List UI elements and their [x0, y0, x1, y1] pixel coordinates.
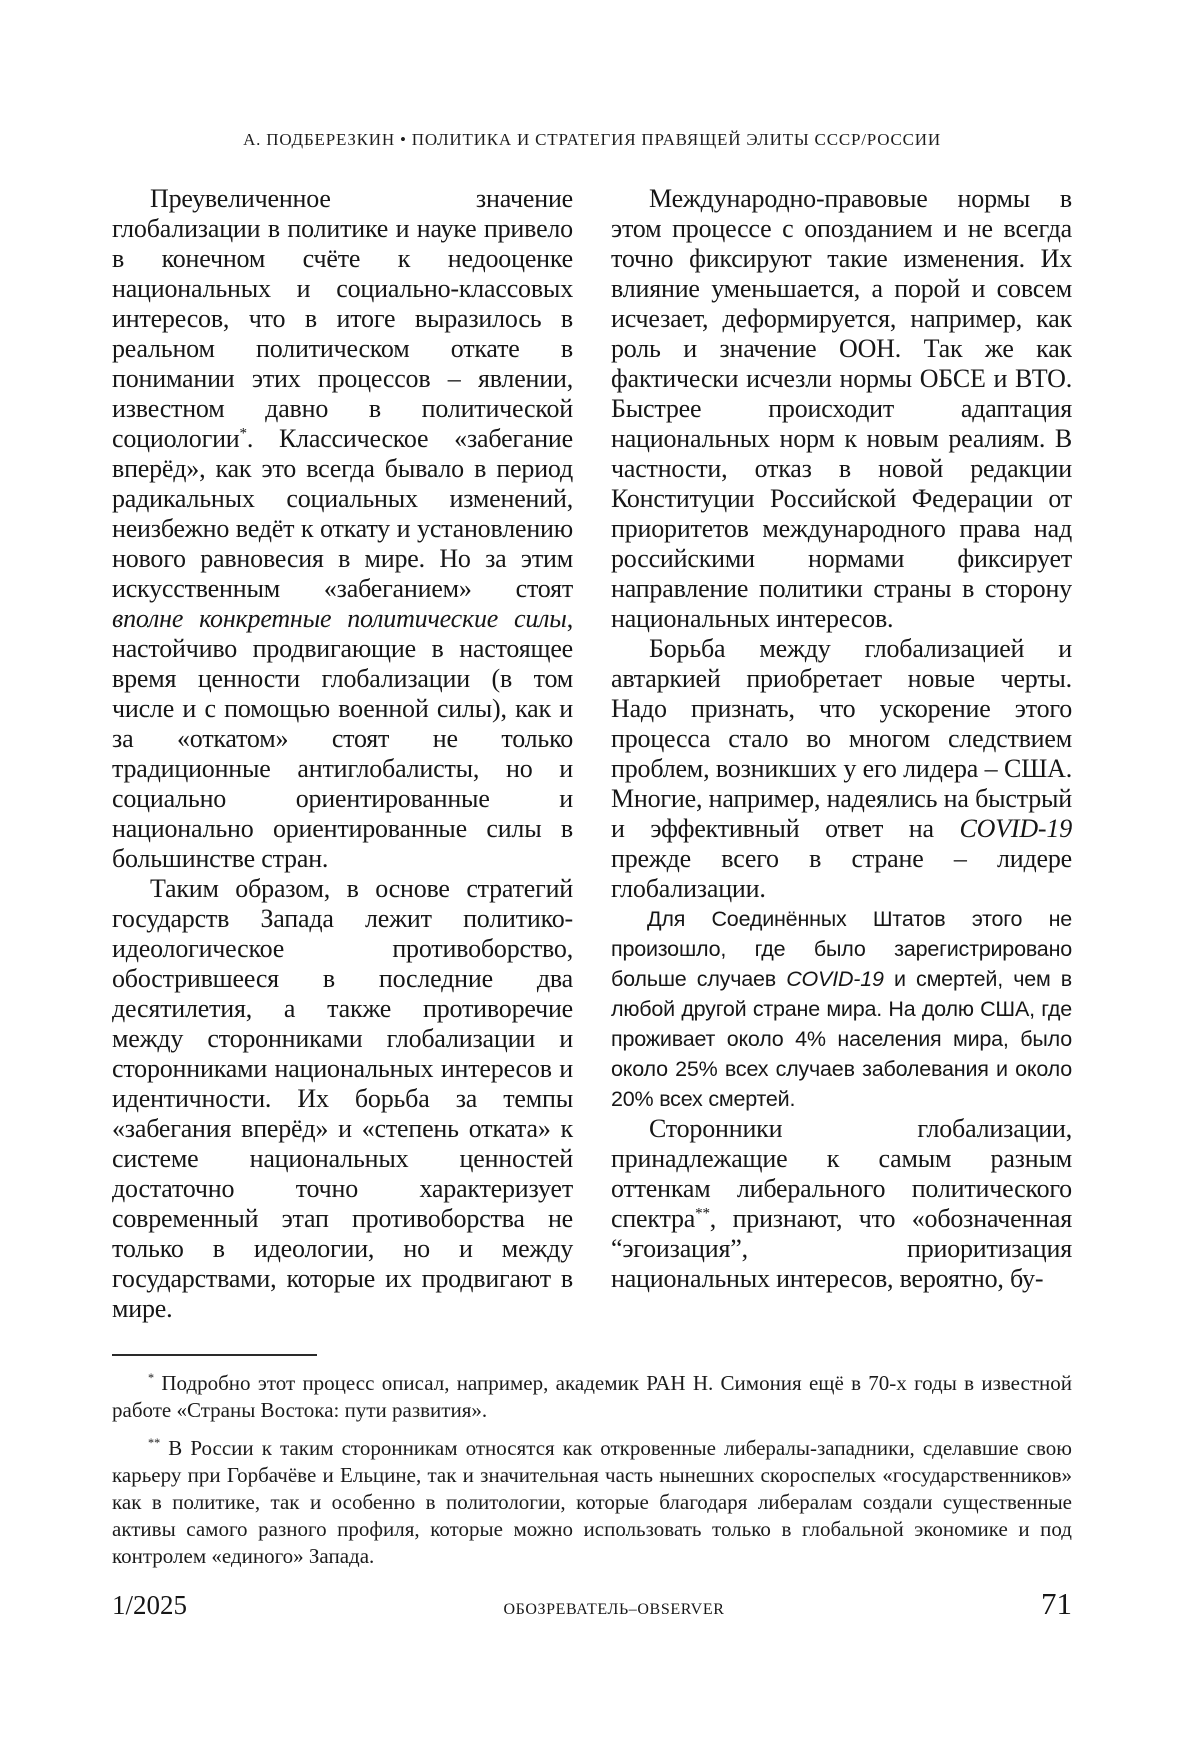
paragraph: Преувеличенное значение глобализации в политике и науке привело в конечном счёте к недооценке национальных и социально-классовых интересов, что в итоге выразилось в реальном политическом откате в понимании этих процессов – явлении, известном давно в политической социологии*. Классическое «забегание вперёд», как это всегда бывало в период радикальных социальных изменений, неизбежно ведёт к откату и установлению нового равновесия в мире. Но за этим искусственным «забеганием» стоят вполне конкретные политические силы, настойчиво продвигающие в настоящее время ценности глобализации (в том числе и с помощью военной силы), как и за «откатом» стоят не только традиционные антиглобалисты, но и социально ориентированные и национально ориентированные силы в большинстве стран. — [112, 184, 573, 873]
footer-journal-name: ОБОЗРЕВАТЕЛЬ–OBSERVER — [503, 1601, 725, 1618]
footnotes — [112, 1370, 1072, 1570]
paragraph: Сторонники глобализации, принадлежащие к самым разным оттенкам либерального политического спектра**, признают, что «обозначенная “эгоизация”, приоритизация национальных интересов, вероятно, бу- — [611, 1114, 1072, 1293]
body-columns — [112, 184, 1072, 1352]
footnote: ** В России к таким сторонникам относятся как откровенные либералы-западники, сделавшие свою карьеру при Горбачёве и Ельцине, так и значительная часть нынешних скороспелых «государственников» как в политике, так и особенно в политологии, которые благодаря либералам создали существенные активы самого разного профиля, которые можно использовать только в глобальной экономике и под контролем «единого» Запада. — [112, 1436, 1072, 1568]
footnote: * Подробно этот процесс описал, например, академик РАН Н. Симония ещё в 70-х годы в известной работе «Страны Востока: пути развития». — [112, 1371, 1072, 1422]
paragraph: Таким образом, в основе стратегий государств Запада лежит политико-идеологическое противоборство, обострившееся в последние два десятилетия, а также противоречие между сторонниками глобализации и сторонниками национальных интересов и идентичности. Их борьба за темпы «забегания вперёд» и «степень отката» к системе национальных ценностей достаточно точно характеризует современный этап противоборства не только в идеологии, но и между государствами, которые их продвигают в мире. — [112, 874, 573, 1323]
page-footer — [112, 1586, 1072, 1622]
paragraph: Международно-правовые нормы в этом процессе с опозданием и не всегда точно фиксируют такие изменения. Их влияние уменьшается, а порой и совсем исчезает, деформируется, например, как роль и значение ООН. Так же как фактически исчезли нормы ОБСЕ и ВТО. Быстрее происходит адаптация национальных норм к новым реалиям. В частности, отказ в новой редакции Конституции Российской Федерации от приоритетов международного права над российскими нормами фиксирует направление политики страны в сторону национальных интересов. — [611, 184, 1072, 633]
footer-page-number: 71 — [1041, 1586, 1072, 1621]
block-quote: Для Соединённых Штатов этого не произошло, где было зарегистрировано больше случаев COVID-19 и смертей, чем в любой другой стране мира. На долю США, где проживает около 4% населения мира, было около 25% всех случаев заболевания и около 20% всех смертей. — [611, 907, 1072, 1111]
paragraph: Борьба между глобализацией и автаркией приобретает новые черты. Надо признать, что ускорение этого процесса стало во многом следствием проблем, возникших у его лидера – США. Многие, например, надеялись на быстрый и эффективный ответ на COVID-19 прежде всего в стране – лидере глобализации. — [611, 634, 1072, 903]
right-column — [611, 184, 1072, 1352]
running-head: А. ПОДБЕРЕЗКИН • ПОЛИТИКА И СТРАТЕГИЯ ПРАВЯЩЕЙ ЭЛИТЫ СССР/РОССИИ — [243, 130, 941, 149]
footer-issue-number: 1/2025 — [112, 1590, 188, 1620]
footnote-separator — [112, 1354, 317, 1356]
left-column — [112, 184, 573, 1352]
